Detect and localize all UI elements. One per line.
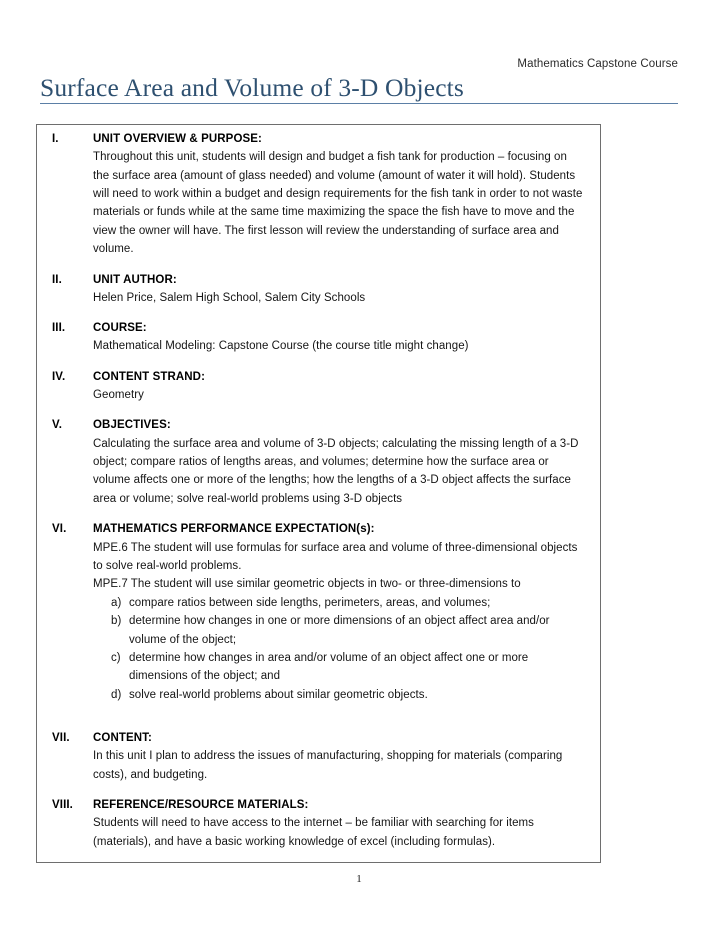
section-heading: COURSE: — [93, 322, 147, 335]
list-item-marker: c) — [111, 651, 121, 664]
list-item-marker: a) — [111, 596, 122, 609]
page-title: Surface Area and Volume of 3-D Objects — [40, 73, 464, 102]
section-numeral: II. — [52, 273, 62, 286]
section-body: Throughout this unit, students will design and budget a fish tank for production – focusing on the surface area (amount of glass needed) and volume (amount of water it will hold). Students will need to work within a budget and design requirements for the fish tank in order to not waste materials or funds while at the same time maximizing the space the fish have to move and the view the owner will have. The first lesson will review the understanding of surface area and volume. — [93, 151, 583, 256]
section-heading: MATHEMATICS PERFORMANCE EXPECTATION(s): — [93, 523, 375, 536]
page-number: 1 — [356, 873, 362, 885]
section-heading: UNIT AUTHOR: — [93, 273, 177, 286]
section-numeral: I. — [52, 133, 59, 145]
section-body — [93, 539, 585, 594]
section-content — [44, 730, 593, 784]
list-item — [93, 612, 569, 649]
section-body: Mathematical Modeling: Capstone Course (the course title might change) — [93, 340, 469, 353]
list-item-text: determine how changes in area and/or volume of an object affect one or more dimensions of the object; and — [129, 651, 529, 683]
list-item — [93, 594, 569, 612]
section-unit-author — [44, 272, 593, 308]
section-objectives — [44, 417, 593, 508]
section-numeral: III. — [52, 322, 66, 335]
section-heading: REFERENCE/RESOURCE MATERIALS: — [93, 799, 309, 812]
list-item-marker: d) — [111, 688, 122, 701]
section-heading: UNIT OVERVIEW & PURPOSE: — [93, 133, 262, 145]
section-numeral: VI. — [52, 523, 67, 536]
section-body: Students will need to have access to the internet – be familiar with searching for items (materials), and have a basic working knowledge of excel (including formulas). — [93, 817, 534, 848]
section-heading: OBJECTIVES: — [93, 419, 171, 432]
running-header: Mathematics Capstone Course — [517, 58, 678, 70]
content-box — [36, 124, 601, 863]
section-heading: CONTENT STRAND: — [93, 370, 206, 383]
section-course — [44, 320, 593, 356]
mpe-7-sub-list — [93, 594, 569, 704]
section-body: In this unit I plan to address the issues of manufacturing, shopping for materials (comparing costs), and budgeting. — [93, 750, 563, 781]
title-divider — [40, 103, 678, 104]
section-heading: CONTENT: — [93, 732, 152, 745]
section-mathematics-performance-expectations — [44, 521, 593, 704]
list-item-text: solve real-world problems about similar geometric objects. — [129, 688, 428, 701]
section-body: Calculating the surface area and volume of 3-D objects; calculating the missing length of a 3-D object; compare ratios of lengths areas, and volumes; determine how the surface area or volume affects one or more of the lengths; how the lengths of a 3-D object affects the surface area or volume; solve real-world problems using 3-D objects — [93, 437, 579, 505]
list-item — [93, 686, 569, 704]
section-numeral: VIII. — [52, 799, 73, 812]
list-item — [93, 649, 569, 686]
list-item-marker: b) — [111, 615, 122, 628]
mpe-6-text: MPE.6 The student will use formulas for surface area and volume of three-dimensional objects to solve real-world problems. — [93, 541, 578, 572]
section-numeral: VII. — [52, 732, 70, 745]
list-item-text: determine how changes in one or more dimensions of an object affect area and/or volume of the object; — [129, 615, 550, 646]
content-box-inner — [44, 131, 593, 858]
section-numeral: V. — [52, 419, 63, 432]
mpe-7-text: MPE.7 The student will use similar geometric objects in two- or three-dimensions to — [93, 578, 521, 591]
section-reference-resource-materials — [44, 797, 593, 851]
section-body: Geometry — [93, 389, 144, 402]
section-numeral: IV. — [52, 370, 66, 383]
section-body: Helen Price, Salem High School, Salem City Schools — [93, 291, 366, 304]
section-unit-overview — [44, 131, 593, 259]
list-item-text: compare ratios between side lengths, perimeters, areas, and volumes; — [129, 596, 491, 609]
section-content-strand — [44, 369, 593, 405]
